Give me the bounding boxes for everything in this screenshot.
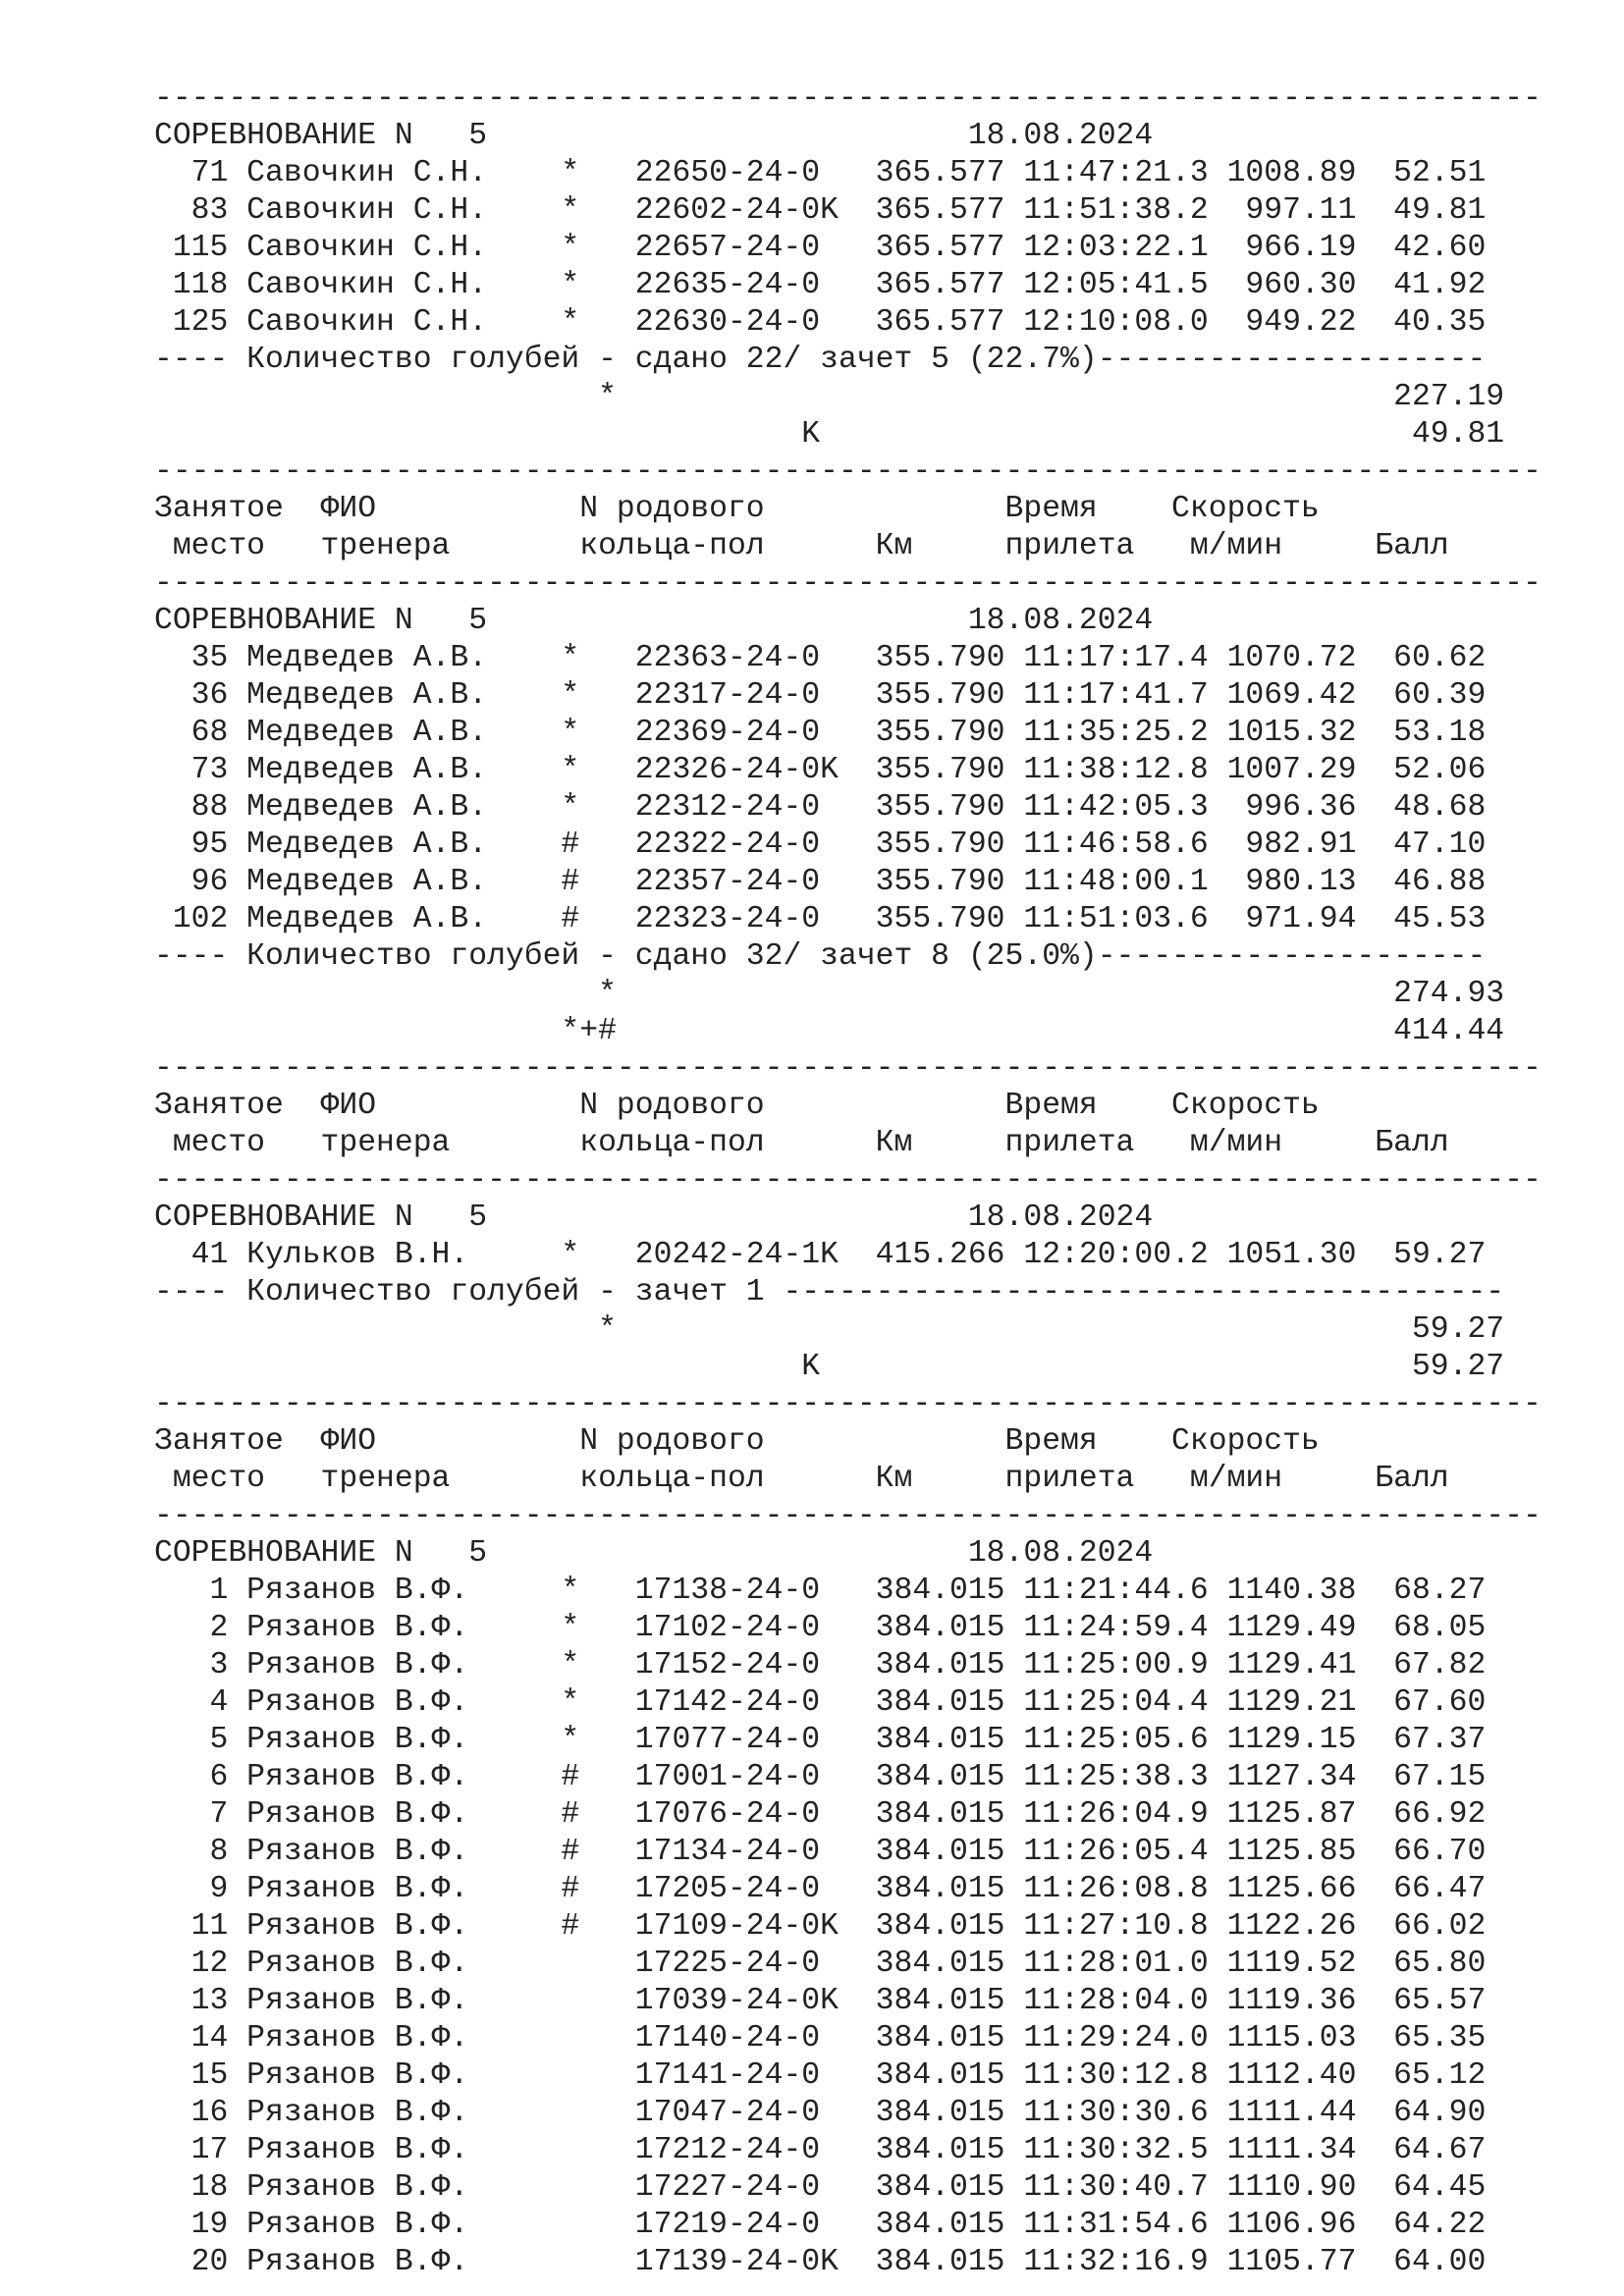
competition-header: СОРЕВНОВАНИЕ N 5 18.08.2024 xyxy=(154,119,1154,153)
column-header: место тренера кольца-пол Км прилета м/мин Балл xyxy=(154,529,1449,563)
separator-line: --------------------------------------------------------------------------- xyxy=(154,1163,1542,1198)
pigeon-count-summary: ---- Количество голубей - сдано 22/ зачет 5 (22.7%)--------------------- xyxy=(154,343,1487,377)
result-row: 35 Медведев А.В. * 22363-24-0 355.790 11:17:17.4 1070.72 60.62 xyxy=(154,641,1487,675)
result-row: 19 Рязанов В.Ф. 17219-24-0 384.015 11:31:54.6 1106.96 64.22 xyxy=(154,2208,1487,2242)
result-row: 13 Рязанов В.Ф. 17039-24-0K 384.015 11:28:04.0 1119.36 65.57 xyxy=(154,1984,1487,2018)
result-row: 125 Савочкин С.Н. * 22630-24-0 365.577 12:10:08.0 949.22 40.35 xyxy=(154,305,1487,340)
result-row: 71 Савочкин С.Н. * 22650-24-0 365.577 11:47:21.3 1008.89 52.51 xyxy=(154,156,1487,190)
column-header: Занятое ФИО N родового Время Скорость xyxy=(154,492,1320,526)
points-total-row: *+# 414.44 xyxy=(154,1014,1505,1048)
result-row: 95 Медведев А.В. # 22322-24-0 355.790 11:46:58.6 982.91 47.10 xyxy=(154,828,1487,862)
result-row: 16 Рязанов В.Ф. 17047-24-0 384.015 11:30:30.6 1111.44 64.90 xyxy=(154,2096,1487,2130)
separator-line: --------------------------------------------------------------------------- xyxy=(154,454,1542,489)
column-header: место тренера кольца-пол Км прилета м/мин Балл xyxy=(154,1462,1449,1496)
separator-line: --------------------------------------------------------------------------- xyxy=(154,1499,1542,1533)
result-row: 14 Рязанов В.Ф. 17140-24-0 384.015 11:29:24.0 1115.03 65.35 xyxy=(154,2021,1487,2056)
pigeon-count-summary: ---- Количество голубей - сдано 32/ зачет 8 (25.0%)--------------------- xyxy=(154,939,1487,974)
result-row: 1 Рязанов В.Ф. * 17138-24-0 384.015 11:21:44.6 1140.38 68.27 xyxy=(154,1574,1487,1608)
result-row: 118 Савочкин С.Н. * 22635-24-0 365.577 12:05:41.5 960.30 41.92 xyxy=(154,268,1487,302)
result-row: 15 Рязанов В.Ф. 17141-24-0 384.015 11:30:12.8 1112.40 65.12 xyxy=(154,2058,1487,2093)
column-header: место тренера кольца-пол Км прилета м/мин Балл xyxy=(154,1126,1449,1160)
competition-header: СОРЕВНОВАНИЕ N 5 18.08.2024 xyxy=(154,1201,1154,1235)
separator-line: --------------------------------------------------------------------------- xyxy=(154,81,1542,116)
result-row: 2 Рязанов В.Ф. * 17102-24-0 384.015 11:24:59.4 1129.49 68.05 xyxy=(154,1611,1487,1645)
result-row: 7 Рязанов В.Ф. # 17076-24-0 384.015 11:26:04.9 1125.87 66.92 xyxy=(154,1797,1487,1832)
result-row: 5 Рязанов В.Ф. * 17077-24-0 384.015 11:25:05.6 1129.15 67.37 xyxy=(154,1723,1487,1757)
result-row: 115 Савочкин С.Н. * 22657-24-0 365.577 12:03:22.1 966.19 42.60 xyxy=(154,231,1487,265)
separator-line: --------------------------------------------------------------------------- xyxy=(154,1051,1542,1086)
result-row: 3 Рязанов В.Ф. * 17152-24-0 384.015 11:25:00.9 1129.41 67.82 xyxy=(154,1648,1487,1682)
result-row: 83 Савочкин С.Н. * 22602-24-0K 365.577 11:51:38.2 997.11 49.81 xyxy=(154,193,1487,228)
result-row: 68 Медведев А.В. * 22369-24-0 355.790 11:35:25.2 1015.32 53.18 xyxy=(154,716,1487,750)
column-header: Занятое ФИО N родового Время Скорость xyxy=(154,1089,1320,1123)
result-row: 102 Медведев А.В. # 22323-24-0 355.790 11:51:03.6 971.94 45.53 xyxy=(154,902,1487,936)
separator-line: --------------------------------------------------------------------------- xyxy=(154,566,1542,601)
result-row: 41 Кульков В.Н. * 20242-24-1K 415.266 12:20:00.2 1051.30 59.27 xyxy=(154,1238,1487,1272)
result-row: 11 Рязанов В.Ф. # 17109-24-0K 384.015 11:27:10.8 1122.26 66.02 xyxy=(154,1909,1487,1944)
result-row: 17 Рязанов В.Ф. 17212-24-0 384.015 11:30:32.5 1111.34 64.67 xyxy=(154,2133,1487,2167)
result-row: 18 Рязанов В.Ф. 17227-24-0 384.015 11:30:40.7 1110.90 64.45 xyxy=(154,2170,1487,2205)
points-total-row: * 227.19 xyxy=(154,380,1505,414)
competition-header: СОРЕВНОВАНИЕ N 5 18.08.2024 xyxy=(154,604,1154,638)
result-row: 96 Медведев А.В. # 22357-24-0 355.790 11:48:00.1 980.13 46.88 xyxy=(154,865,1487,899)
points-total-row: K 49.81 xyxy=(154,417,1505,452)
result-row: 6 Рязанов В.Ф. # 17001-24-0 384.015 11:25:38.3 1127.34 67.15 xyxy=(154,1760,1487,1794)
result-row: 8 Рязанов В.Ф. # 17134-24-0 384.015 11:26:05.4 1125.85 66.70 xyxy=(154,1835,1487,1869)
results-document xyxy=(154,80,1542,2281)
competition-header: СОРЕВНОВАНИЕ N 5 18.08.2024 xyxy=(154,1536,1154,1571)
column-header: Занятое ФИО N родового Время Скорость xyxy=(154,1424,1320,1459)
points-total-row: * 59.27 xyxy=(154,1312,1505,1347)
result-row: 9 Рязанов В.Ф. # 17205-24-0 384.015 11:26:08.8 1125.66 66.47 xyxy=(154,1872,1487,1906)
result-row: 36 Медведев А.В. * 22317-24-0 355.790 11:17:41.7 1069.42 60.39 xyxy=(154,678,1487,713)
points-total-row: K 59.27 xyxy=(154,1350,1505,1384)
points-total-row: * 274.93 xyxy=(154,977,1505,1011)
result-row: 12 Рязанов В.Ф. 17225-24-0 384.015 11:28:01.0 1119.52 65.80 xyxy=(154,1947,1487,1981)
result-row: 4 Рязанов В.Ф. * 17142-24-0 384.015 11:25:04.4 1129.21 67.60 xyxy=(154,1685,1487,1720)
result-row: 20 Рязанов В.Ф. 17139-24-0K 384.015 11:32:16.9 1105.77 64.00 xyxy=(154,2245,1487,2279)
result-row: 73 Медведев А.В. * 22326-24-0K 355.790 11:38:12.8 1007.29 52.06 xyxy=(154,753,1487,787)
pigeon-count-summary: ---- Количество голубей - зачет 1 --------------------------------------- xyxy=(154,1275,1505,1309)
result-row: 88 Медведев А.В. * 22312-24-0 355.790 11:42:05.3 996.36 48.68 xyxy=(154,790,1487,825)
separator-line: --------------------------------------------------------------------------- xyxy=(154,1387,1542,1421)
